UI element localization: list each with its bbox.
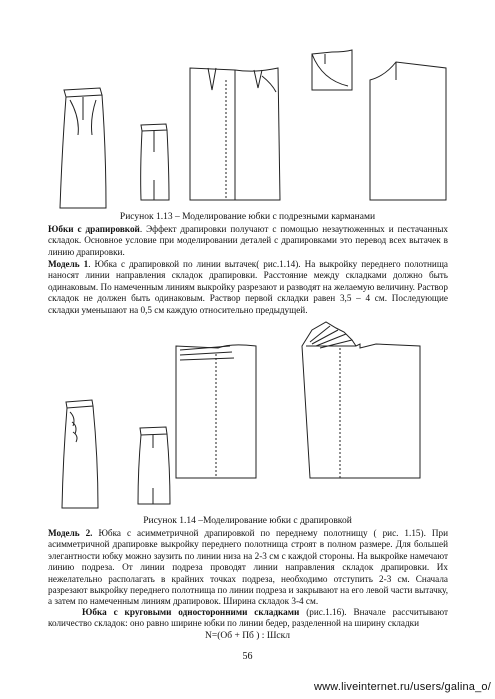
draped-skirt-back-sketch	[138, 427, 170, 504]
paragraph-draping-intro	[48, 224, 448, 258]
pattern-front-back	[190, 68, 280, 200]
paragraph-draping-intro-text: . Эффект драпировки получают с помощью незаутюженных и пестачанных складок. Основное условие при моделировании деталей с драпировками это перевод всех вытачек в линию драпировки.	[48, 224, 449, 257]
draped-skirt-front-sketch	[62, 400, 98, 508]
figure-1-13-drawing	[40, 40, 460, 210]
figure-1-13-caption: Рисунок 1.13 – Моделирование юбки с подрезными карманами	[119, 212, 376, 222]
pattern-draping-lines	[176, 345, 256, 478]
paragraph-model-1	[48, 259, 448, 316]
pattern-spread-folds	[302, 322, 420, 478]
figure-1-14-drawing	[40, 318, 460, 514]
paragraph-draping-intro-lead: Юбки с драпировкой	[48, 224, 140, 234]
pattern-pocket	[312, 50, 352, 90]
paragraph-model-2-lead: Модель 2.	[48, 528, 93, 538]
paragraph-model-2	[48, 528, 448, 608]
paragraph-circular-pleats-lead: Юбка с круговыми односторонними складками	[82, 607, 300, 617]
paragraph-model-1-lead: Модель 1	[48, 259, 89, 269]
paragraph-circular-pleats-text: (рис.1.16). Вначале рассчитывают количество складок: оно равно ширине юбки по линии бедер, разделенной на ширину складки	[48, 607, 448, 629]
pleat-count-formula: N=(Об + Пб ) : Шскл	[205, 631, 290, 641]
paragraph-model-1-text: . Юбка с драпировкой по линии вытачек( рис.1.14). На выкройку переднего полотнища наносят линии направления складок драпировки. Расстояние между складками должно быть одинаковым. По намеченным линиям выкройку разрезают и разводят на желаемую величину. Раствор складок не должен быть одинаковым. Раствор первой складки равен 3,5 – 4 см. Последующие складки уменьшают на 0,5 см каждую относительно предыдущей.	[48, 259, 448, 315]
paragraph-circular-pleats	[48, 607, 448, 630]
paragraph-model-2-text: Юбка с асимметричной драпировкой по переднему полотнищу ( рис. 1.15). При асимметричной драпировке выкройку переднего полотнища строят в полном размере. Для большей элегантности юбку можно заузить по линии низа на 2-3 см с каждой стороны. На выкройке намечают линию подреза. От линии подреза проводят линии направления складок драпировки. Их нежелательно располагать в крайних точках подреза, необходимо отступить 2-3 см. Сначала разрезают выкройку переднего полотнища по линии подреза и закрывают на его левой части вытачку, а затем по намеченным линиям драпировок. Ширина складок 3-4 см.	[48, 528, 448, 607]
figure-1-14-caption: Рисунок 1.14 –Моделирование юбки с драпировкой	[143, 516, 352, 526]
pattern-final-front	[370, 62, 446, 200]
skirt-back-sketch	[141, 124, 169, 200]
skirt-with-pockets-sketch	[60, 88, 106, 208]
page-number: 56	[242, 651, 253, 662]
footer-url-link[interactable]: www.liveinternet.ru/users/galina_o/	[314, 681, 491, 693]
